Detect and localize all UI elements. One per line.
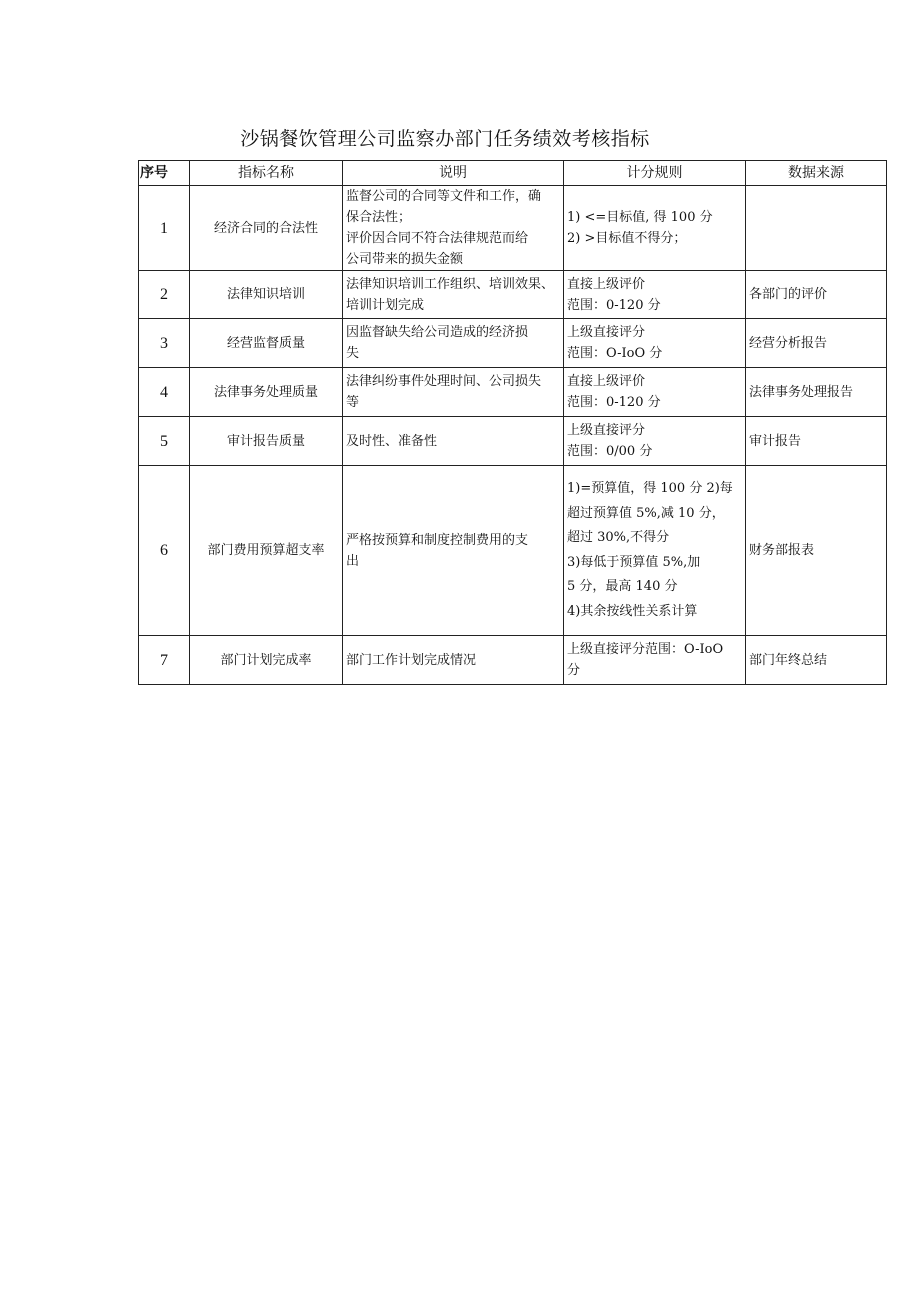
header-name: 指标名称 bbox=[190, 161, 343, 186]
desc-line: 失 bbox=[346, 346, 360, 361]
desc-line: 出 bbox=[346, 553, 360, 569]
table-row bbox=[139, 368, 887, 417]
rule-line: 直接上级评价 bbox=[567, 374, 646, 389]
desc-line: 部门工作计划完成情况 bbox=[346, 652, 477, 668]
data-source: 经营分析报告 bbox=[746, 319, 887, 368]
rule-line: 5 分，最高 140 分 bbox=[567, 579, 678, 594]
rule-line: 范围：0-120 分 bbox=[567, 297, 661, 313]
indicator-name: 审计报告质量 bbox=[190, 417, 343, 466]
rule-line: 上级直接评分范围：O-IoO bbox=[567, 642, 724, 657]
table-row bbox=[139, 271, 887, 319]
desc-line: 法律知识培训工作组织、培训效果、 bbox=[346, 276, 555, 292]
scoring-rule bbox=[564, 636, 746, 685]
desc-line: 监督公司的合同等文件和工作，确 bbox=[346, 189, 542, 204]
scoring-rule bbox=[564, 466, 746, 636]
indicator-description bbox=[343, 368, 564, 417]
header-rule: 计分规则 bbox=[564, 161, 746, 186]
indicator-name: 法律事务处理质量 bbox=[190, 368, 343, 417]
desc-line: 培训计划完成 bbox=[346, 297, 425, 313]
table-row bbox=[139, 186, 887, 271]
desc-line: 严格按预算和制度控制费用的支 bbox=[346, 532, 529, 548]
desc-line: 及时性、准备性 bbox=[346, 433, 438, 449]
indicator-name: 经济合同的合法性 bbox=[190, 186, 343, 271]
indicator-description bbox=[343, 417, 564, 466]
indicator-description bbox=[343, 466, 564, 636]
scoring-rule bbox=[564, 186, 746, 271]
rule-line: 范围：O-IoO 分 bbox=[567, 346, 663, 361]
rule-line: 超过预算值 5%,减 10 分， bbox=[567, 505, 725, 521]
header-source: 数据来源 bbox=[746, 161, 887, 186]
data-source bbox=[746, 186, 887, 271]
row-number: 5 bbox=[139, 417, 190, 466]
desc-line: 公司带来的损失金额 bbox=[346, 252, 464, 267]
row-number: 1 bbox=[139, 186, 190, 271]
indicator-name: 部门费用预算超支率 bbox=[190, 466, 343, 636]
rule-line: 上级直接评分 bbox=[567, 423, 646, 438]
header-num: 序号 bbox=[139, 161, 190, 186]
scoring-rule bbox=[564, 417, 746, 466]
table-header-row bbox=[139, 161, 887, 186]
rule-line: 分 bbox=[567, 663, 581, 678]
data-source: 财务部报表 bbox=[746, 466, 887, 636]
indicator-description bbox=[343, 319, 564, 368]
row-number: 4 bbox=[139, 368, 190, 417]
row-number: 7 bbox=[139, 636, 190, 685]
rule-line: 1)=预算值，得 100 分 2)每 bbox=[567, 481, 733, 496]
title-text: 沙锅餐饮管理公司监察办部门任务绩效考核指标 bbox=[240, 128, 650, 150]
indicator-description bbox=[343, 186, 564, 271]
desc-line: 评价因合同不符合法律规范而给 bbox=[346, 231, 529, 246]
desc-line: 法律纠纷事件处理时间、公司损失 bbox=[346, 374, 542, 389]
rule-line: 直接上级评价 bbox=[567, 276, 646, 292]
document-title bbox=[0, 124, 920, 151]
table-row bbox=[139, 417, 887, 466]
rule-line: 2) >目标值不得分； bbox=[567, 231, 687, 246]
scoring-rule bbox=[564, 271, 746, 319]
desc-line: 保合法性； bbox=[346, 210, 412, 225]
desc-line: 因监督缺失给公司造成的经济损 bbox=[346, 325, 529, 340]
data-source: 部门年终总结 bbox=[746, 636, 887, 685]
indicator-name: 部门计划完成率 bbox=[190, 636, 343, 685]
indicator-description bbox=[343, 636, 564, 685]
rule-line: 超过 30%,不得分 bbox=[567, 530, 670, 545]
rule-line: 4)其余按线性关系计算 bbox=[567, 603, 698, 619]
data-source: 法律事务处理报告 bbox=[746, 368, 887, 417]
indicator-description bbox=[343, 271, 564, 319]
row-number: 2 bbox=[139, 271, 190, 319]
rule-line: 范围：0/00 分 bbox=[567, 444, 653, 459]
indicator-name: 法律知识培训 bbox=[190, 271, 343, 319]
rule-line: 上级直接评分 bbox=[567, 325, 646, 340]
rule-line: 1) <=目标值, 得 100 分 bbox=[567, 210, 713, 225]
scoring-rule bbox=[564, 368, 746, 417]
rule-line: 范围：0-120 分 bbox=[567, 395, 661, 410]
data-source: 各部门的评价 bbox=[746, 271, 887, 319]
desc-line: 等 bbox=[346, 395, 360, 410]
table-row bbox=[139, 466, 887, 636]
row-number: 3 bbox=[139, 319, 190, 368]
rule-line: 3)每低于预算值 5%,加 bbox=[567, 554, 701, 570]
header-desc: 说明 bbox=[343, 161, 564, 186]
kpi-table bbox=[138, 160, 887, 685]
data-source: 审计报告 bbox=[746, 417, 887, 466]
scoring-rule bbox=[564, 319, 746, 368]
indicator-name: 经营监督质量 bbox=[190, 319, 343, 368]
table-row bbox=[139, 636, 887, 685]
table-row bbox=[139, 319, 887, 368]
row-number: 6 bbox=[139, 466, 190, 636]
